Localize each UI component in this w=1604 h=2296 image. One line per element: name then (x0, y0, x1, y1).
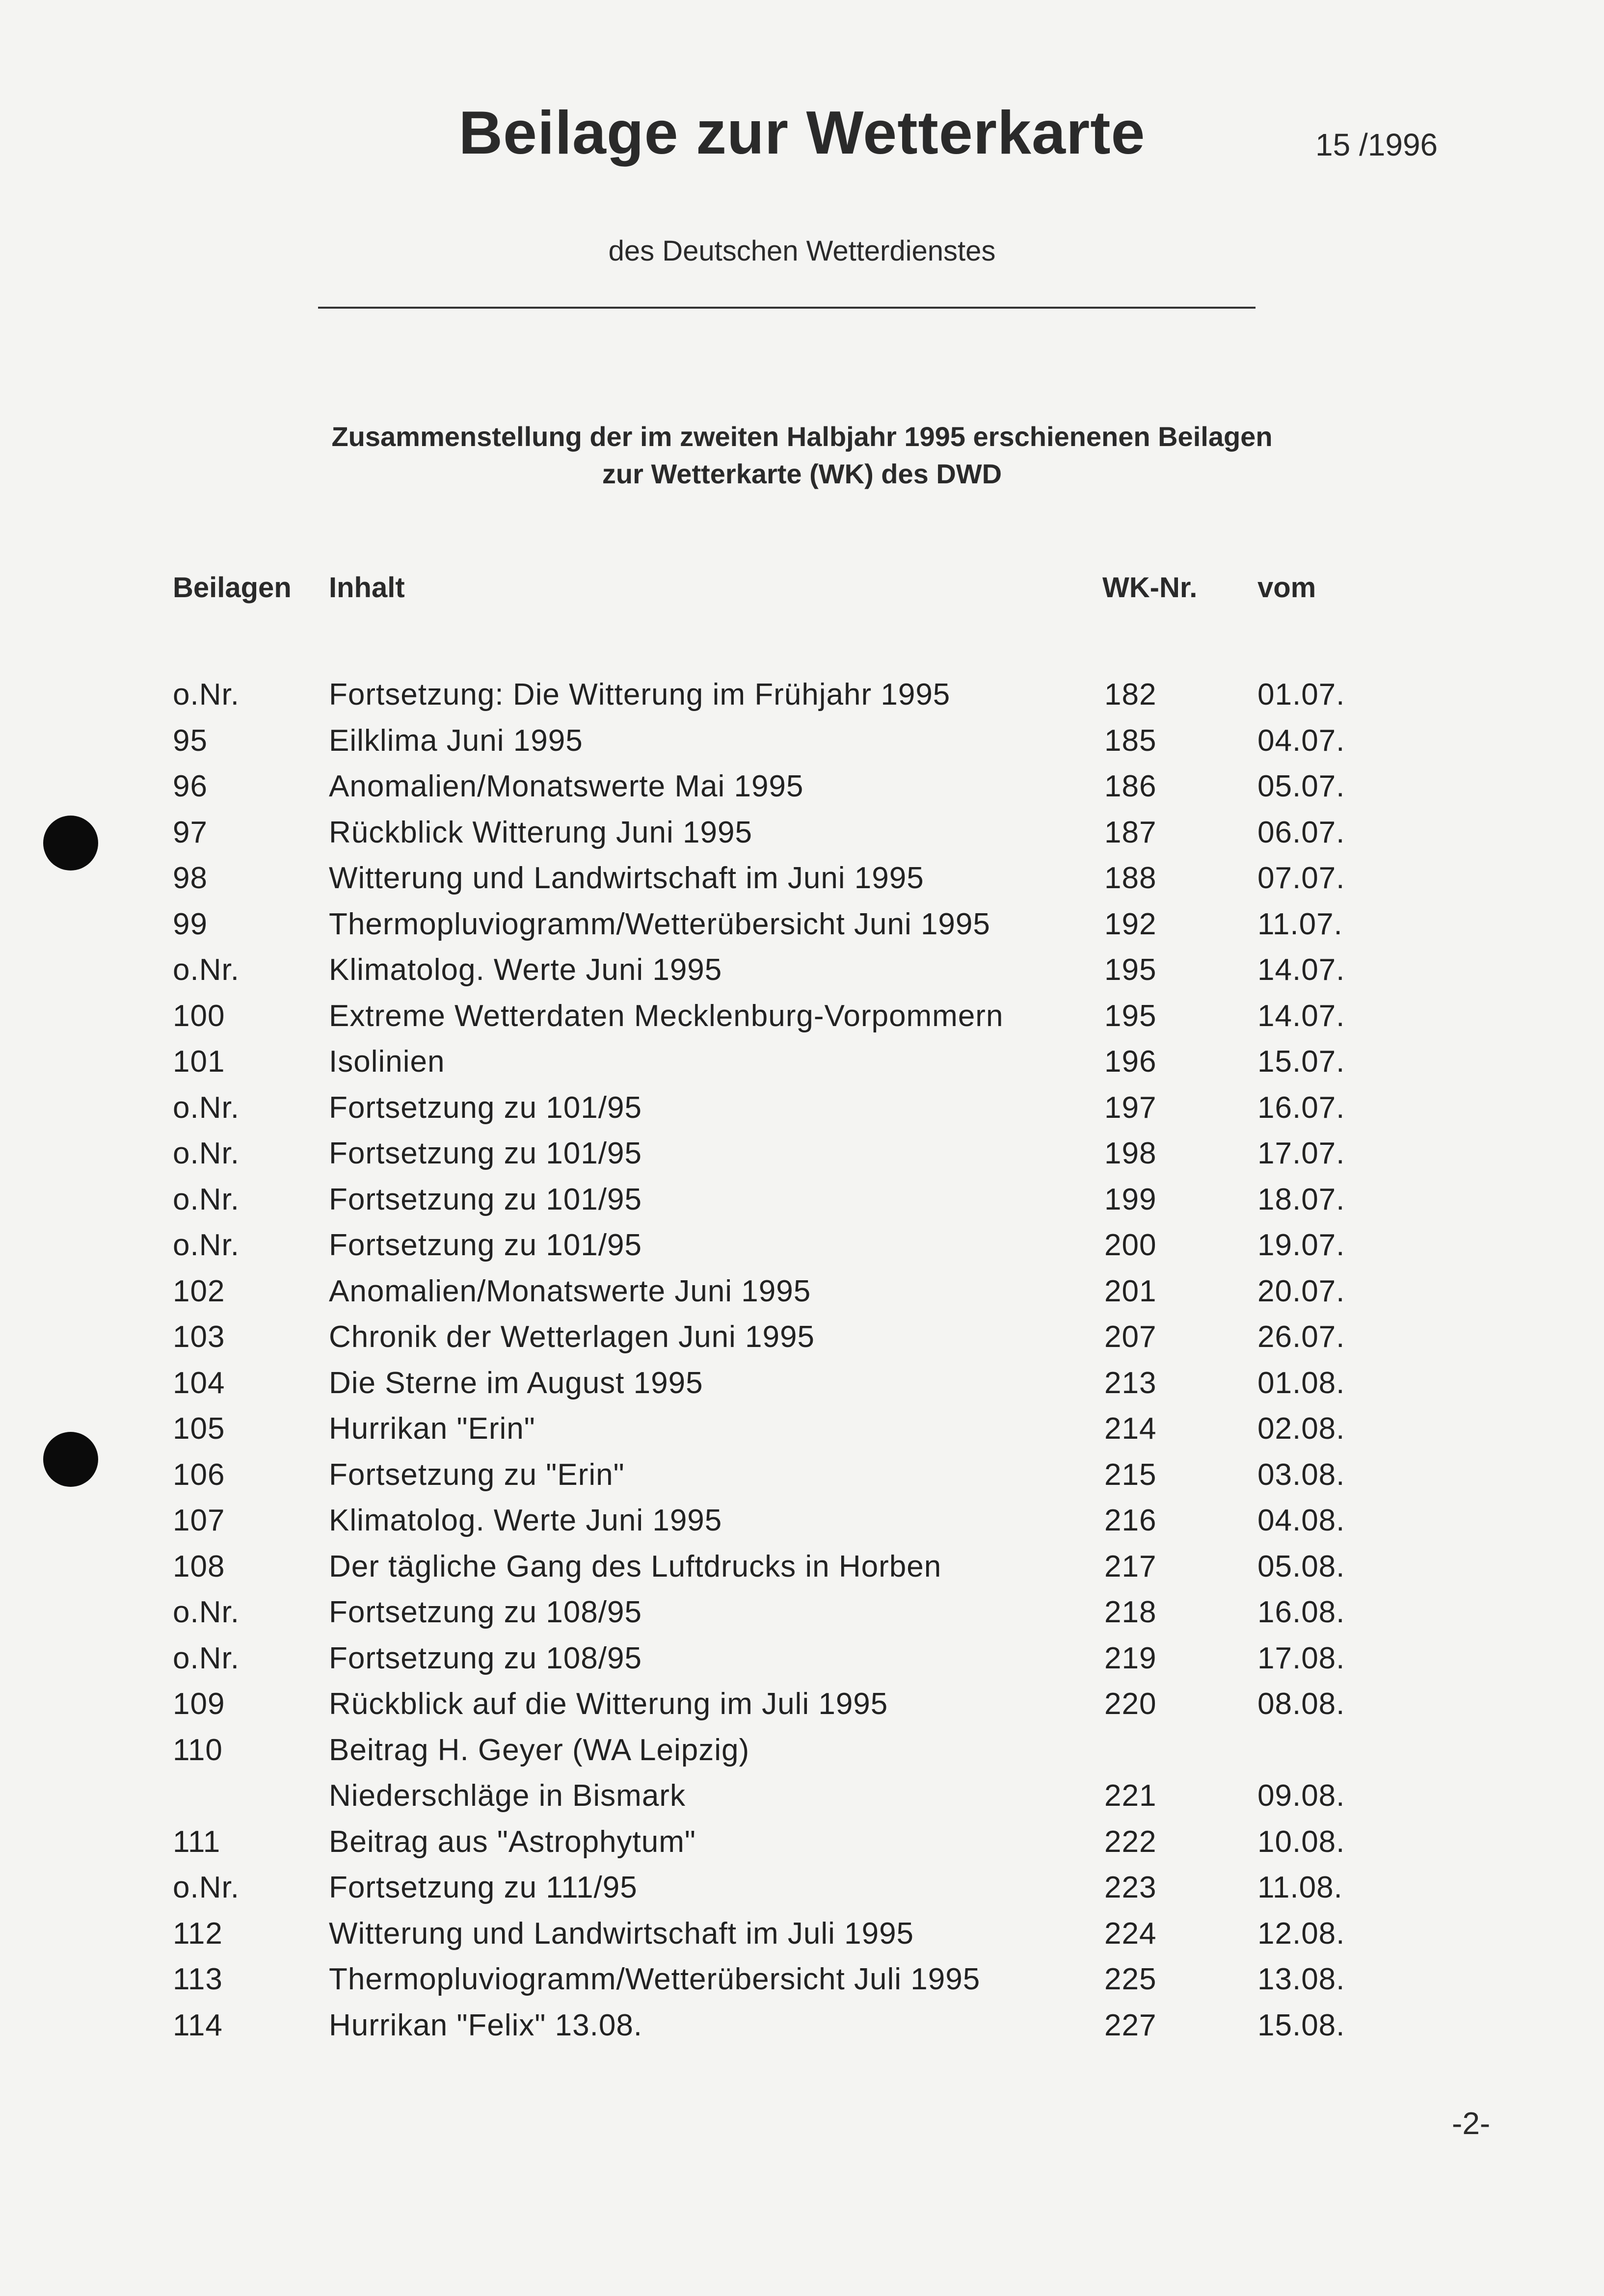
cell-beilage-number: 108 (173, 1549, 225, 1583)
cell-inhalt: Fortsetzung zu "Erin" (329, 1457, 625, 1492)
cell-beilage-number: o.Nr. (173, 1228, 240, 1262)
table-row (0, 1228, 1604, 1274)
cell-date: 20.07. (1257, 1274, 1345, 1308)
table-row (0, 907, 1604, 953)
cell-inhalt: Extreme Wetterdaten Mecklenburg-Vorpommern (329, 999, 1004, 1033)
table-row (0, 1778, 1604, 1824)
cell-wk-number: 214 (1104, 1412, 1157, 1446)
table-row (0, 1411, 1604, 1457)
table-row (0, 1870, 1604, 1916)
cell-date: 08.08. (1257, 1687, 1345, 1721)
cell-inhalt: Niederschläge in Bismark (329, 1779, 686, 1813)
supplement-table (0, 677, 1604, 2054)
cell-wk-number: 196 (1104, 1045, 1157, 1079)
cell-date: 06.07. (1257, 815, 1345, 849)
cell-wk-number: 195 (1104, 999, 1157, 1033)
cell-beilage-number: o.Nr. (173, 1136, 240, 1170)
cell-inhalt: Fortsetzung zu 101/95 (329, 1228, 642, 1262)
cell-wk-number: 201 (1104, 1274, 1157, 1308)
title-divider (318, 307, 1256, 309)
cell-beilage-number: o.Nr. (173, 1641, 240, 1675)
cell-beilage-number: 98 (173, 861, 208, 895)
cell-beilage-number: 114 (173, 2008, 223, 2042)
cell-wk-number: 227 (1104, 2008, 1157, 2042)
cell-wk-number: 199 (1104, 1182, 1157, 1216)
cell-beilage-number: o.Nr. (173, 1090, 240, 1125)
table-row (0, 1549, 1604, 1595)
cell-date: 11.08. (1257, 1871, 1343, 1904)
cell-inhalt: Die Sterne im August 1995 (329, 1366, 703, 1400)
column-header-beilagen: Beilagen (173, 572, 292, 604)
table-row (0, 1136, 1604, 1182)
cell-inhalt: Thermopluviogramm/Wetterübersicht Juli 1995 (329, 1962, 981, 1996)
cell-date: 15.07. (1257, 1045, 1345, 1079)
section-heading (0, 418, 1604, 493)
table-row (0, 1044, 1604, 1090)
cell-beilage-number: o.Nr. (173, 1182, 240, 1216)
cell-date: 17.08. (1257, 1641, 1345, 1675)
cell-beilage-number: 95 (173, 723, 208, 758)
cell-beilage-number: 102 (173, 1274, 225, 1308)
document-title: Beilage zur Wetterkarte (458, 99, 1146, 167)
section-heading-line-1: Zusammenstellung der im zweiten Halbjahr 1995 erschienenen Beilagen (331, 421, 1273, 452)
cell-date: 05.07. (1257, 769, 1345, 803)
cell-beilage-number: 112 (173, 1916, 223, 1951)
cell-inhalt: Thermopluviogramm/Wetterübersicht Juni 1995 (329, 907, 990, 941)
cell-date: 13.08. (1257, 1962, 1345, 1996)
table-row (0, 1824, 1604, 1871)
cell-date: 14.07. (1257, 953, 1345, 987)
cell-wk-number: 221 (1104, 1779, 1157, 1813)
table-row (0, 1916, 1604, 1962)
cell-inhalt: Fortsetzung zu 101/95 (329, 1182, 642, 1216)
cell-inhalt: Fortsetzung zu 101/95 (329, 1136, 642, 1170)
cell-inhalt: Beitrag H. Geyer (WA Leipzig) (329, 1733, 750, 1767)
cell-wk-number: 225 (1104, 1962, 1157, 1996)
cell-wk-number: 224 (1104, 1916, 1157, 1951)
cell-date: 12.08. (1257, 1916, 1345, 1951)
cell-inhalt: Der tägliche Gang des Luftdrucks in Horben (329, 1549, 942, 1583)
section-heading-line-2: zur Wetterkarte (WK) des DWD (602, 458, 1002, 489)
cell-wk-number: 182 (1104, 678, 1157, 712)
cell-inhalt: Klimatolog. Werte Juni 1995 (329, 953, 722, 987)
table-row (0, 1733, 1604, 1779)
cell-date: 11.07. (1257, 907, 1343, 941)
table-row (0, 1090, 1604, 1136)
cell-date: 17.07. (1257, 1136, 1345, 1170)
cell-wk-number: 186 (1104, 769, 1157, 803)
cell-beilage-number: 109 (173, 1687, 225, 1721)
cell-beilage-number: o.Nr. (173, 1871, 240, 1904)
cell-inhalt: Eilklima Juni 1995 (329, 723, 583, 758)
cell-inhalt: Klimatolog. Werte Juni 1995 (329, 1504, 722, 1537)
cell-beilage-number: 105 (173, 1412, 225, 1446)
table-row (0, 1274, 1604, 1320)
cell-beilage-number: 99 (173, 907, 208, 941)
cell-beilage-number: 106 (173, 1457, 225, 1492)
table-row (0, 1641, 1604, 1687)
cell-date: 04.08. (1257, 1504, 1345, 1537)
table-row (0, 677, 1604, 723)
table-row (0, 769, 1604, 815)
cell-wk-number: 218 (1104, 1595, 1157, 1629)
table-row (0, 723, 1604, 769)
cell-beilage-number: 96 (173, 769, 208, 803)
cell-beilage-number: 113 (173, 1962, 223, 1996)
table-row (0, 952, 1604, 999)
cell-inhalt: Fortsetzung zu 101/95 (329, 1090, 642, 1125)
table-row (0, 861, 1604, 907)
cell-wk-number: 219 (1104, 1641, 1157, 1675)
cell-inhalt: Rückblick Witterung Juni 1995 (329, 815, 752, 849)
cell-date: 01.08. (1257, 1366, 1345, 1400)
cell-date: 26.07. (1257, 1320, 1345, 1354)
cell-date: 14.07. (1257, 999, 1345, 1033)
cell-inhalt: Anomalien/Monatswerte Juni 1995 (329, 1274, 811, 1308)
column-header-vom: vom (1257, 572, 1316, 604)
issue-number: 15 /1996 (1315, 127, 1438, 162)
cell-date: 16.07. (1257, 1090, 1345, 1125)
cell-inhalt: Isolinien (329, 1045, 445, 1079)
cell-wk-number: 198 (1104, 1136, 1157, 1170)
cell-date: 05.08. (1257, 1549, 1345, 1583)
table-row (0, 1687, 1604, 1733)
cell-date: 03.08. (1257, 1457, 1345, 1492)
cell-inhalt: Fortsetzung: Die Witterung im Frühjahr 1995 (329, 678, 951, 712)
cell-beilage-number: 100 (173, 999, 225, 1033)
table-row (0, 1366, 1604, 1412)
cell-beilage-number: o.Nr. (173, 1595, 240, 1629)
cell-inhalt: Fortsetzung zu 108/95 (329, 1595, 642, 1629)
cell-inhalt: Fortsetzung zu 111/95 (329, 1871, 638, 1904)
cell-beilage-number: 101 (173, 1045, 225, 1079)
cell-wk-number: 192 (1104, 907, 1157, 941)
cell-inhalt: Hurrikan "Felix" 13.08. (329, 2008, 643, 2042)
cell-date: 01.07. (1257, 678, 1345, 712)
cell-wk-number: 188 (1104, 861, 1157, 895)
cell-beilage-number: o.Nr. (173, 953, 240, 987)
cell-wk-number: 223 (1104, 1871, 1157, 1904)
table-row (0, 1595, 1604, 1641)
table-row (0, 815, 1604, 861)
cell-beilage-number: 97 (173, 815, 208, 849)
cell-inhalt: Fortsetzung zu 108/95 (329, 1641, 642, 1675)
cell-wk-number: 216 (1104, 1504, 1157, 1537)
cell-wk-number: 220 (1104, 1687, 1157, 1721)
cell-inhalt: Hurrikan "Erin" (329, 1412, 535, 1446)
cell-wk-number: 200 (1104, 1228, 1157, 1262)
cell-date: 02.08. (1257, 1412, 1345, 1446)
cell-inhalt: Anomalien/Monatswerte Mai 1995 (329, 769, 804, 803)
cell-wk-number: 213 (1104, 1366, 1157, 1400)
cell-date: 09.08. (1257, 1779, 1345, 1813)
cell-date: 04.07. (1257, 723, 1345, 758)
cell-inhalt: Beitrag aus "Astrophytum" (329, 1824, 696, 1859)
table-row (0, 2008, 1604, 2054)
table-row (0, 1457, 1604, 1504)
column-header-wk-nr: WK-Nr. (1102, 572, 1198, 604)
cell-beilage-number: 103 (173, 1320, 225, 1354)
cell-date: 16.08. (1257, 1595, 1345, 1629)
cell-inhalt: Rückblick auf die Witterung im Juli 1995 (329, 1687, 888, 1721)
cell-beilage-number: o.Nr. (173, 678, 240, 712)
cell-wk-number: 187 (1104, 815, 1157, 849)
table-row (0, 1320, 1604, 1366)
cell-beilage-number: 110 (173, 1733, 223, 1767)
cell-date: 07.07. (1257, 861, 1345, 895)
table-row (0, 1503, 1604, 1549)
cell-wk-number: 185 (1104, 723, 1157, 758)
table-row (0, 999, 1604, 1045)
page-number: -2- (1452, 2106, 1491, 2141)
cell-date: 15.08. (1257, 2008, 1345, 2042)
cell-beilage-number: 104 (173, 1366, 225, 1400)
column-header-inhalt: Inhalt (329, 572, 405, 604)
cell-date: 18.07. (1257, 1182, 1345, 1216)
cell-beilage-number: 107 (173, 1504, 225, 1537)
cell-inhalt: Witterung und Landwirtschaft im Juli 1995 (329, 1916, 914, 1951)
table-row (0, 1962, 1604, 2008)
cell-wk-number: 217 (1104, 1549, 1157, 1583)
cell-wk-number: 222 (1104, 1824, 1157, 1859)
cell-date: 19.07. (1257, 1228, 1345, 1262)
cell-wk-number: 195 (1104, 953, 1157, 987)
cell-inhalt: Witterung und Landwirtschaft im Juni 1995 (329, 861, 924, 895)
cell-wk-number: 207 (1104, 1320, 1157, 1354)
cell-wk-number: 215 (1104, 1457, 1157, 1492)
cell-wk-number: 197 (1104, 1090, 1157, 1125)
cell-beilage-number: 111 (173, 1824, 221, 1859)
cell-inhalt: Chronik der Wetterlagen Juni 1995 (329, 1320, 815, 1354)
table-row (0, 1182, 1604, 1228)
cell-date: 10.08. (1257, 1824, 1345, 1859)
document-subtitle: des Deutschen Wetterdienstes (608, 235, 996, 267)
